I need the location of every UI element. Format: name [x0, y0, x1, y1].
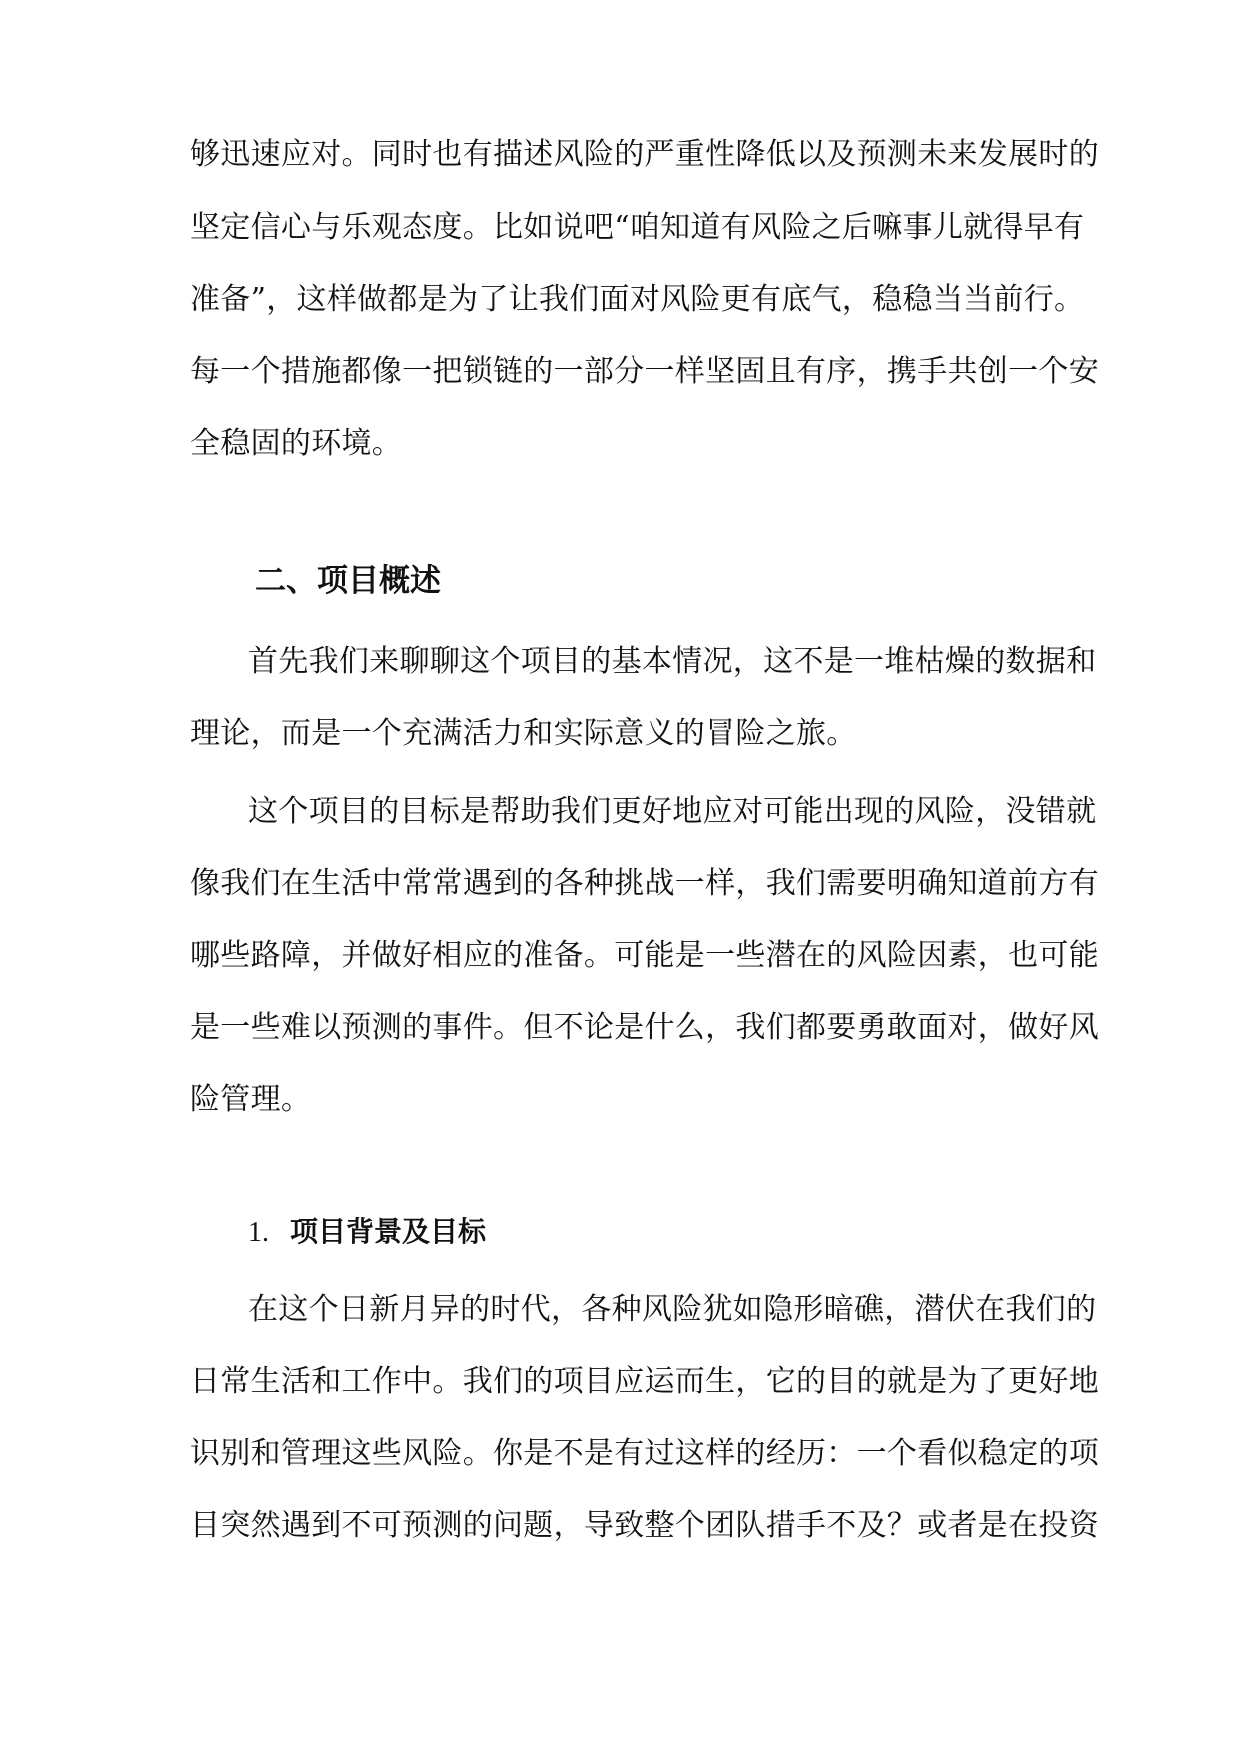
- section-para1-line-1: 首先我们来聊聊这个项目的基本情况，这不是一堆枯燥的数据和: [248, 644, 1097, 679]
- subsection-para1-line-3: 识别和管理这些风险。你是不是有过这样的经历：一个看似稳定的项: [190, 1436, 1099, 1471]
- section-para2-line-4: 是一些难以预测的事件。但不论是什么，我们都要勇敢面对，做好风: [190, 1010, 1099, 1045]
- subsection-number: 1.: [248, 1217, 269, 1248]
- section-heading: 二、项目概述: [255, 563, 441, 599]
- subsection-para1-line-2: 日常生活和工作中。我们的项目应运而生，它的目的就是为了更好地: [190, 1364, 1099, 1399]
- subsection-para1-line-4: 目突然遇到不可预测的问题，导致整个团队措手不及？或者是在投资: [190, 1508, 1099, 1543]
- intro-line-5: 全稳固的环境。: [190, 426, 403, 461]
- intro-line-1: 够迅速应对。同时也有描述风险的严重性降低以及预测未来发展时的: [190, 137, 1099, 172]
- section-para2-line-3: 哪些路障，并做好相应的准备。可能是一些潜在的风险因素，也可能: [190, 938, 1099, 973]
- subsection-heading: [248, 1212, 486, 1253]
- section-para1-line-2: 理论，而是一个充满活力和实际意义的冒险之旅。: [190, 716, 857, 751]
- intro-line-2: 坚定信心与乐观态度。比如说吧“咱知道有风险之后嘛事儿就得早有: [190, 210, 1085, 245]
- subsection-para1-line-1: 在这个日新月异的时代，各种风险犹如隐形暗礁，潜伏在我们的: [248, 1292, 1097, 1327]
- section-para2-line-2: 像我们在生活中常常遇到的各种挑战一样，我们需要明确知道前方有: [190, 866, 1099, 901]
- intro-line-4: 每一个措施都像一把锁链的一部分一样坚固且有序，携手共创一个安: [190, 354, 1099, 389]
- section-para2-line-5: 险管理。: [190, 1082, 312, 1117]
- subsection-title: 项目背景及目标: [290, 1215, 487, 1248]
- intro-line-3: 准备”，这样做都是为了让我们面对风险更有底气，稳稳当当前行。: [190, 282, 1085, 317]
- section-para2-line-1: 这个项目的目标是帮助我们更好地应对可能出现的风险，没错就: [248, 794, 1097, 829]
